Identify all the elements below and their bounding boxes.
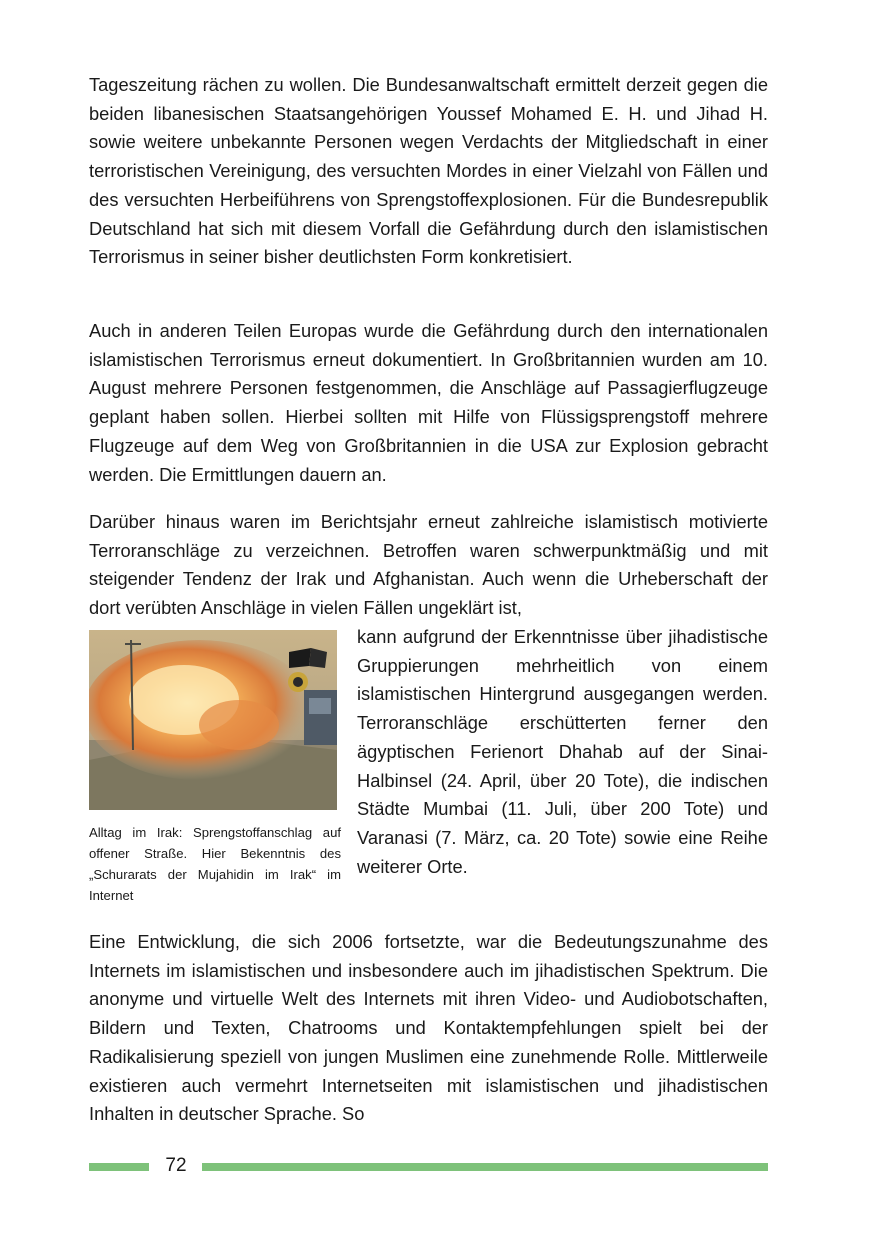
explosion-photo-graphic bbox=[89, 630, 337, 810]
figure-caption: Alltag im Irak: Sprengstoffanschlag auf offener Straße. Hier Bekenntnis des „Schurarats der Mujahidin im Irak“ im Internet bbox=[89, 825, 341, 903]
footer-rule-right bbox=[202, 1163, 768, 1171]
paragraph-3: Darüber hinaus waren im Berichtsjahr erneut zahlreiche islamistisch motivierte Terroranschläge zu verzeichnen. Betroffen waren schwerpunktmäßig und mit steigender Tendenz der Irak und Afghanistan. Auch wenn die Urheberschaft der dort verübten Anschläge in vielen Fällen ungeklärt ist, bbox=[89, 511, 768, 619]
paragraph-1: Tageszeitung rächen zu wollen. Die Bundesanwaltschaft ermittelt derzeit gegen die beiden libanesischen Staatsangehörigen Youssef Mohamed E. H. und Jihad H. sowie weitere unbekannte Personen wegen Verdachts der Mitgliedschaft in einer terroristischen Vereinigung, des versuchten Mordes in einer Vielzahl von Fällen und des versuchten Herbeiführens von Sprengstoffexplosionen. Für die Bundesrepublik Deutschland hat sich mit diesem Vorfall die Gefährdung durch den islamistischen Terrorismus in seiner bisher deutlichsten Form konkretisiert. bbox=[89, 74, 768, 268]
explosion-photo bbox=[89, 630, 337, 810]
page-number: 72 bbox=[165, 1155, 187, 1176]
footer-rule-left bbox=[89, 1163, 149, 1171]
paragraph-4: kann aufgrund der Erkenntnisse über jihadistische Gruppierungen mehrheitlich von einem islamistischen Hintergrund ausgegangen werden. Terroranschläge erschütterten ferner den ägyptischen Ferienort Dhahab auf der Sinai-Halbinsel (24. April, über 20 Tote), die indischen Städte Mumbai (11. Juli, über 200 Tote) und Varanasi (7. März, ca. 20 Tote) sowie eine Reihe weiterer Orte. bbox=[357, 626, 768, 877]
paragraph-2: Auch in anderen Teilen Europas wurde die Gefährdung durch den internationalen islamistischen Terrorismus erneut dokumentiert. In Großbritannien wurden am 10. August mehrere Personen festgenommen, die Anschläge auf Passagierflugzeuge geplant haben sollen. Hierbei sollten mit Hilfe von Flüssigsprengstoff mehrere Flugzeuge auf dem Weg von Großbritannien in die USA zur Explosion gebracht werden. Die Ermittlungen dauern an. bbox=[89, 320, 768, 485]
paragraph-5: Eine Entwicklung, die sich 2006 fortsetzte, war die Bedeutungszunahme des Internets im islamistischen und insbesondere auch im jihadistischen Spektrum. Die anonyme und virtuelle Welt des Internets mit ihren Video- und Audiobotschaften, Bildern und Texten, Chatrooms und Kontaktempfehlungen spielt bei der Radikalisierung speziell von jungen Muslimen eine zunehmende Rolle. Mittlerweile existieren auch vermehrt Internetseiten mit islamistischen und jihadistischen Inhalten in deutscher Sprache. So bbox=[89, 931, 768, 1125]
